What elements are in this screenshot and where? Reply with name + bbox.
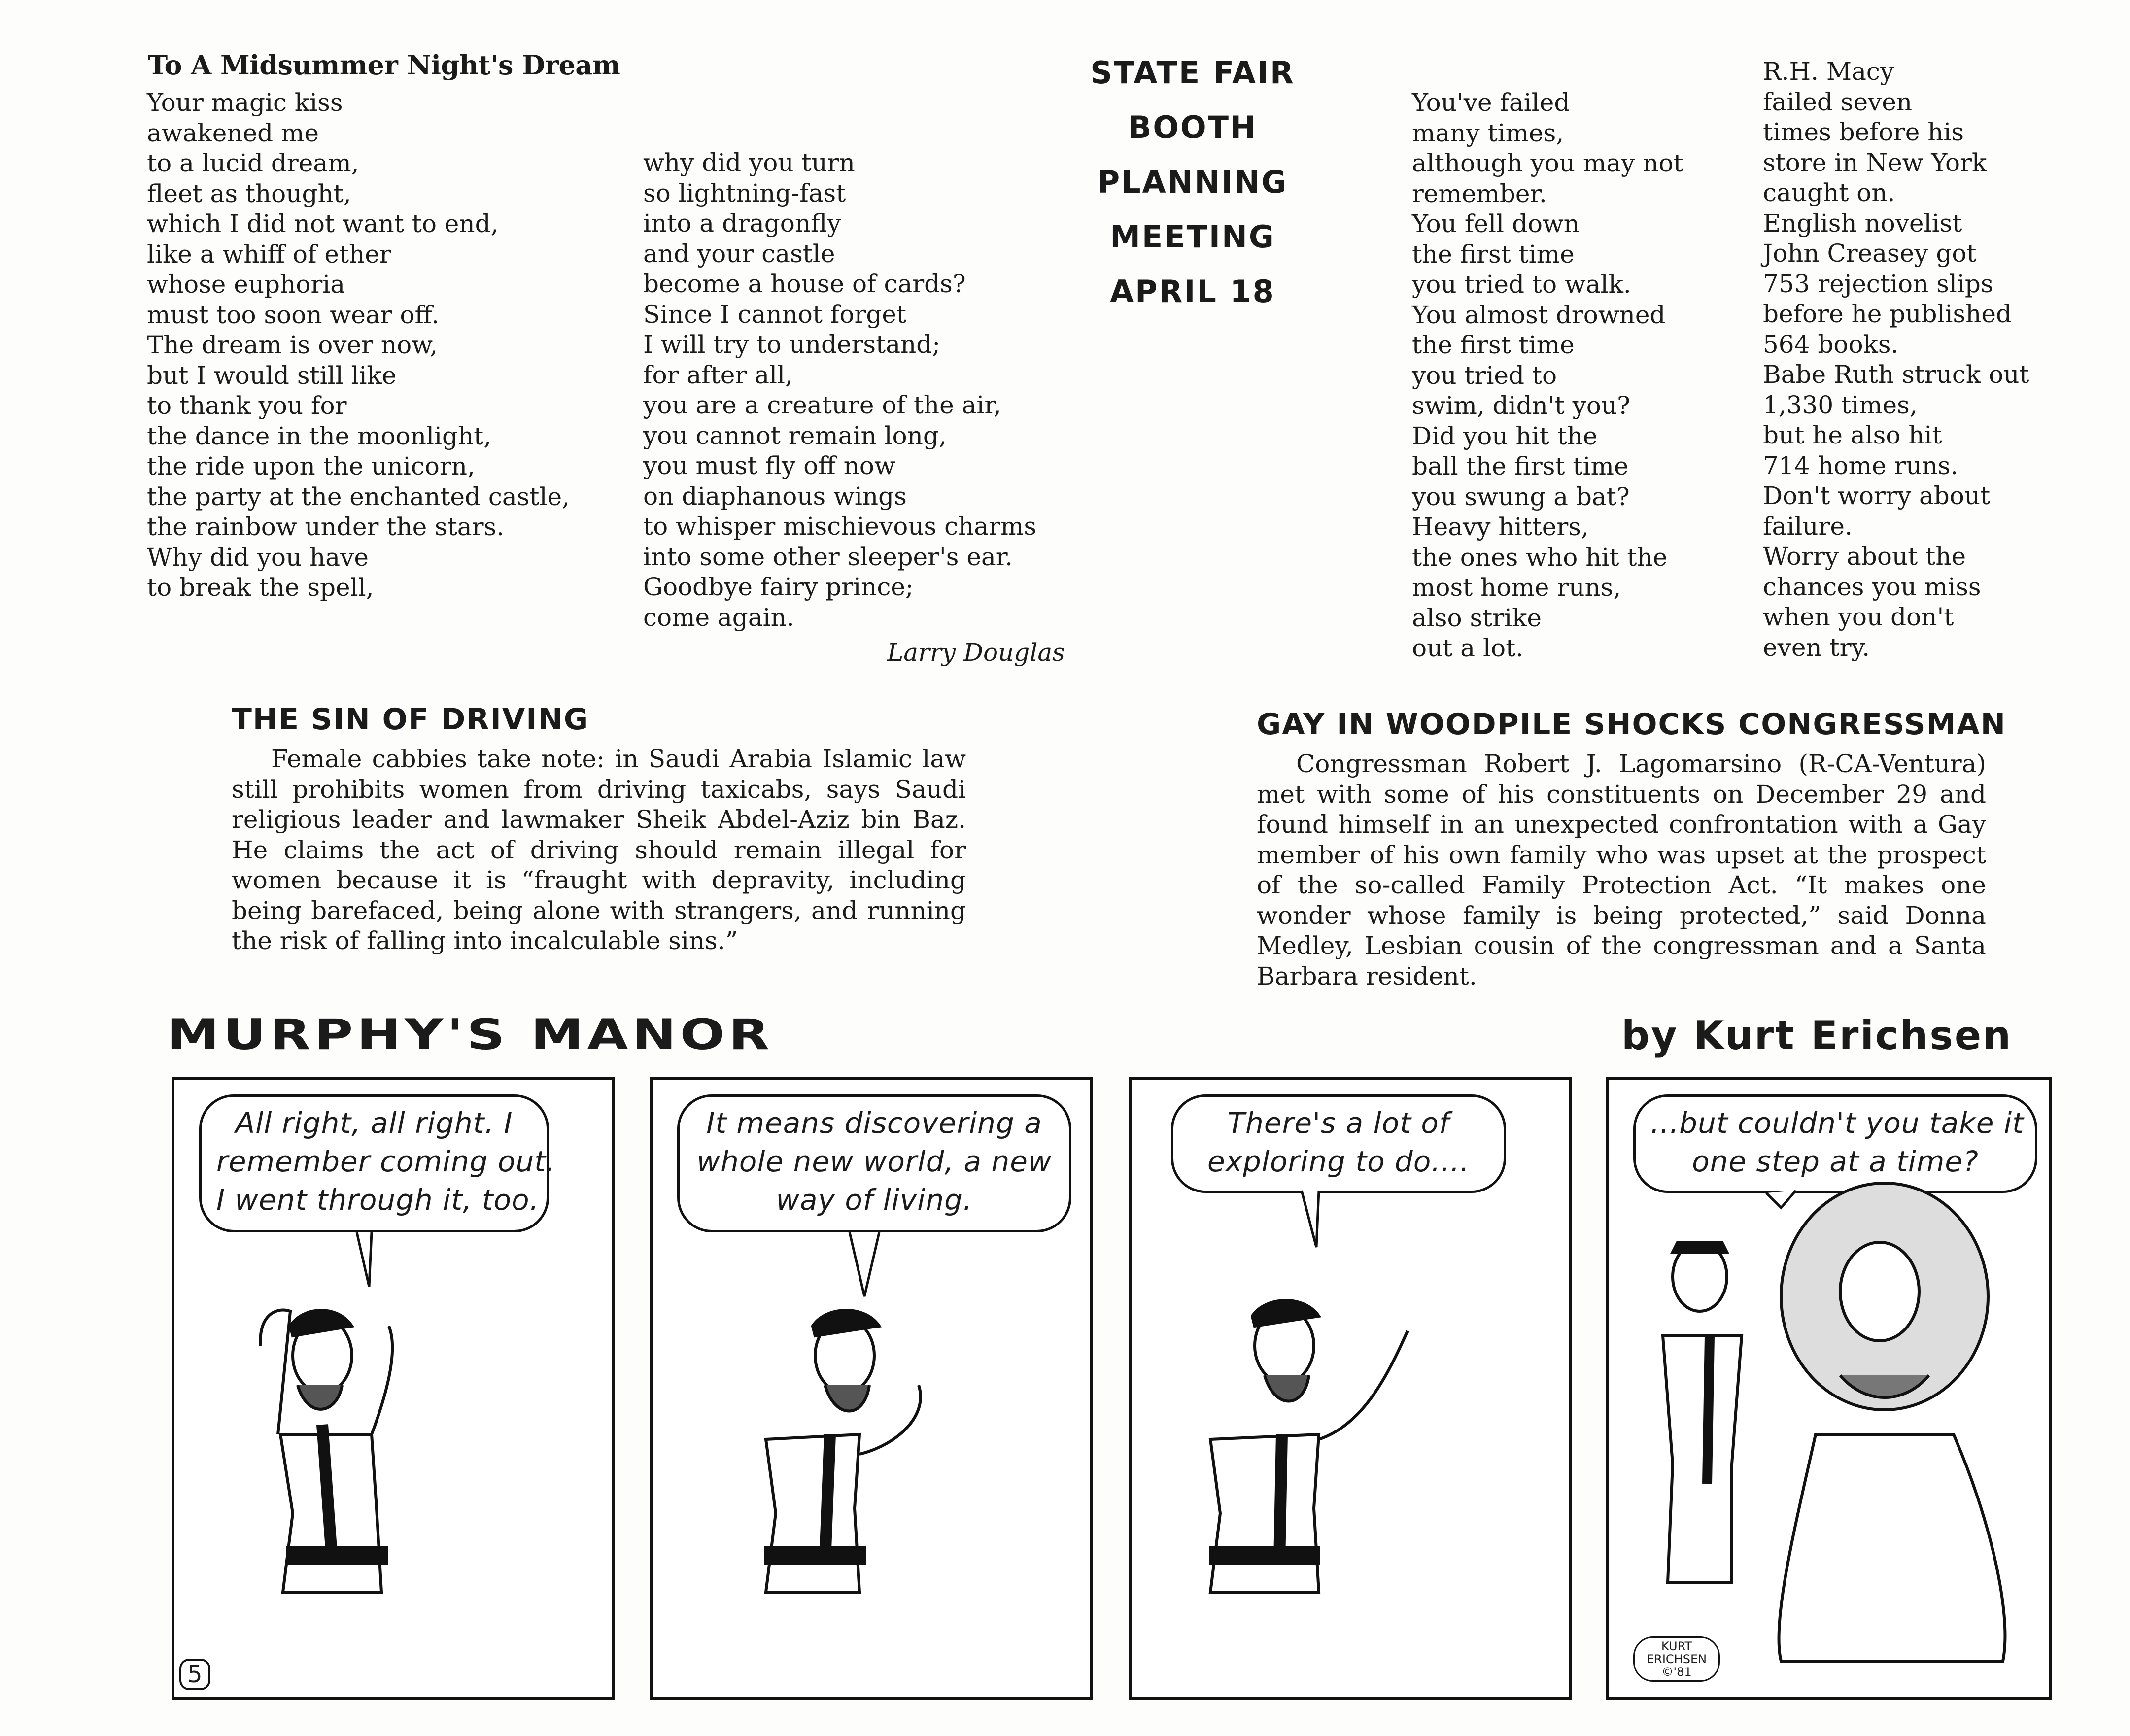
- speech-line: I went through it, too.: [216, 1183, 540, 1217]
- speech-line: whole new world, a new: [696, 1145, 1052, 1178]
- failure-line: the first time: [1412, 239, 1575, 269]
- failure-line: Worry about the: [1763, 542, 1966, 571]
- character-figure: [653, 1080, 1096, 1703]
- poem-line: the rainbow under the stars.: [147, 512, 505, 541]
- poem-line: become a house of cards?: [643, 270, 966, 298]
- failure-line: 564 books.: [1763, 330, 1899, 359]
- poem-line: you must fly off now: [643, 451, 895, 480]
- failure-line: English novelist: [1763, 208, 1962, 238]
- poem-line: come again.: [643, 603, 794, 632]
- speech-line: way of living.: [776, 1183, 973, 1217]
- poem-line: why did you turn: [643, 148, 855, 177]
- article-body: Congressman Robert J. Lagomarsino (R-CA-Ventura) met with some of his constituents on December 29 and found himself in an unexpected confrontation with a Gay member of his own family who was upset at the prospect of the so-called Family Protection Act. “It makes one wonder whose family is being protected,” said Donna Medley, Lesbian cousin of the congressman and a Santa Barbara resident.: [1257, 749, 1986, 990]
- failure-line: when you don't: [1763, 603, 1954, 631]
- poem-line: whose euphoria: [147, 270, 345, 299]
- failure-line: remember.: [1412, 179, 1547, 208]
- poem-line: the dance in the moonlight,: [147, 421, 492, 450]
- speech-line: It means discovering a: [706, 1106, 1042, 1140]
- failure-line: John Creasey got: [1763, 239, 1977, 268]
- poem-line: Goodbye fairy prince;: [643, 573, 914, 601]
- poem-line: you are a creature of the air,: [643, 391, 1001, 419]
- failure-line: 1,330 times,: [1763, 390, 1918, 419]
- failure-line: failed seven: [1763, 87, 1913, 116]
- signature-line: ©'81: [1661, 1665, 1692, 1679]
- poem-line: Your magic kiss: [147, 88, 343, 117]
- failure-line: many times,: [1412, 118, 1564, 147]
- article-headline: THE SIN OF DRIVING: [232, 702, 589, 737]
- notice-line: APRIL 18: [1110, 273, 1275, 309]
- page-number: 5: [179, 1659, 210, 1690]
- failure-line: You fell down: [1412, 209, 1580, 238]
- speech-line: exploring to do....: [1207, 1145, 1470, 1178]
- speech-line: All right, all right. I: [235, 1106, 513, 1140]
- poem-line: so lightning-fast: [643, 178, 846, 207]
- poem-line: The dream is over now,: [147, 331, 438, 359]
- poem-author: Larry Douglas: [887, 638, 1065, 667]
- failure-line: You've failed: [1412, 88, 1570, 117]
- failure-line: the ones who hit the: [1412, 543, 1668, 572]
- failure-line: even try.: [1763, 633, 1870, 662]
- poem-line: into a dragonfly: [643, 209, 841, 238]
- signature-line: KURT: [1661, 1639, 1692, 1653]
- article-headline: GAY IN WOODPILE SHOCKS CONGRESSMAN: [1257, 707, 2006, 742]
- poem-column-1: [147, 88, 570, 603]
- poem-line: for after all,: [643, 360, 793, 389]
- poem-line: you cannot remain long,: [643, 421, 947, 450]
- meeting-notice: [1025, 45, 1360, 319]
- poem-line: fleet as thought,: [147, 179, 351, 208]
- failure-line: caught on.: [1763, 178, 1895, 207]
- poem-line: and your castle: [643, 239, 835, 268]
- failure-line: the first time: [1412, 331, 1575, 359]
- poem-line: Why did you have: [147, 543, 369, 572]
- failure-line: most home runs,: [1412, 573, 1621, 602]
- failure-line: you swung a bat?: [1412, 482, 1630, 511]
- speech-line: There's a lot of: [1227, 1106, 1450, 1140]
- poem-column-2: [643, 148, 1036, 633]
- character-figure: [1132, 1080, 1575, 1703]
- poem-line: on diaphanous wings: [643, 481, 907, 511]
- failure-line: failure.: [1763, 511, 1853, 541]
- failure-column-1: [1412, 88, 1683, 664]
- failure-line: Heavy hitters,: [1412, 512, 1589, 541]
- speech-line: ...but couldn't you take it: [1650, 1106, 2024, 1140]
- poem-line: Since I cannot forget: [643, 300, 907, 329]
- character-figure: [1609, 1080, 2055, 1703]
- character-figure: [174, 1080, 618, 1703]
- notice-line: PLANNING MEETING: [1097, 164, 1288, 255]
- failure-line: Don't worry about: [1763, 481, 1991, 510]
- failure-line: although you may not: [1412, 149, 1683, 177]
- failure-line: you tried to: [1412, 361, 1557, 390]
- failure-line: out a lot.: [1412, 634, 1524, 662]
- article-body: Female cabbies take note: in Saudi Arabia Islamic law still prohibits women from driving taxicabs, says Saudi religious leader and lawmaker Sheik Abdel-Aziz bin Baz. He claims the act of driving should remain illegal for women because it is “fraught with depravity, including being barefaced, being alone with strangers, and running the risk of falling into incalculable sins.”: [232, 745, 966, 955]
- comic-panel-2: [650, 1077, 1093, 1700]
- failure-line: You almost drowned: [1412, 300, 1666, 329]
- comic-byline: by Kurt Erichsen: [1621, 1013, 2013, 1058]
- failure-line: Did you hit the: [1412, 421, 1598, 450]
- poem-line: but I would still like: [147, 361, 397, 390]
- failure-line: ball the first time: [1412, 452, 1629, 480]
- failure-line: you tried to walk.: [1412, 270, 1631, 299]
- poem-line: awakened me: [147, 118, 319, 147]
- comic-title: MURPHY'S MANOR: [167, 1010, 773, 1059]
- failure-line: before he published: [1763, 300, 2012, 328]
- poem-title: To A Midsummer Night's Dream: [148, 49, 620, 81]
- failure-column-2: [1763, 57, 2029, 663]
- poem-line: into some other sleeper's ear.: [643, 542, 1013, 571]
- poem-line: to break the spell,: [147, 573, 374, 602]
- poem-line: I will try to understand;: [643, 330, 941, 359]
- failure-line: also strike: [1412, 603, 1542, 632]
- poem-line: like a whiff of ether: [147, 239, 391, 269]
- speech-line: one step at a time?: [1692, 1145, 1979, 1178]
- poem-line: the ride upon the unicorn,: [147, 452, 475, 480]
- poem-line: to whisper mischievous charms: [643, 512, 1037, 541]
- failure-line: times before his: [1763, 118, 1964, 146]
- poem-line: which I did not want to end,: [147, 209, 499, 238]
- poem-line: to thank you for: [147, 391, 347, 420]
- speech-line: remember coming out.: [216, 1145, 556, 1178]
- comic-panel-1: [172, 1077, 615, 1700]
- failure-line: Babe Ruth struck out: [1763, 360, 2029, 389]
- failure-line: 714 home runs.: [1763, 451, 1958, 480]
- signature-line: ERICHSEN: [1647, 1652, 1707, 1666]
- poem-line: the party at the enchanted castle,: [147, 482, 570, 511]
- poem-line: to a lucid dream,: [147, 149, 359, 177]
- poem-line: must too soon wear off.: [147, 300, 440, 329]
- failure-line: R.H. Macy: [1763, 57, 1894, 86]
- comic-panel-4: [1606, 1077, 2052, 1700]
- artist-signature: [1633, 1636, 1720, 1682]
- failure-line: store in New York: [1763, 148, 1987, 177]
- failure-line: swim, didn't you?: [1412, 391, 1630, 420]
- failure-line: 753 rejection slips: [1763, 269, 1993, 298]
- failure-line: but he also hit: [1763, 421, 1942, 449]
- comic-panel-3: [1129, 1077, 1572, 1700]
- notice-line: STATE FAIR BOOTH: [1090, 55, 1295, 145]
- failure-line: chances you miss: [1763, 572, 1981, 601]
